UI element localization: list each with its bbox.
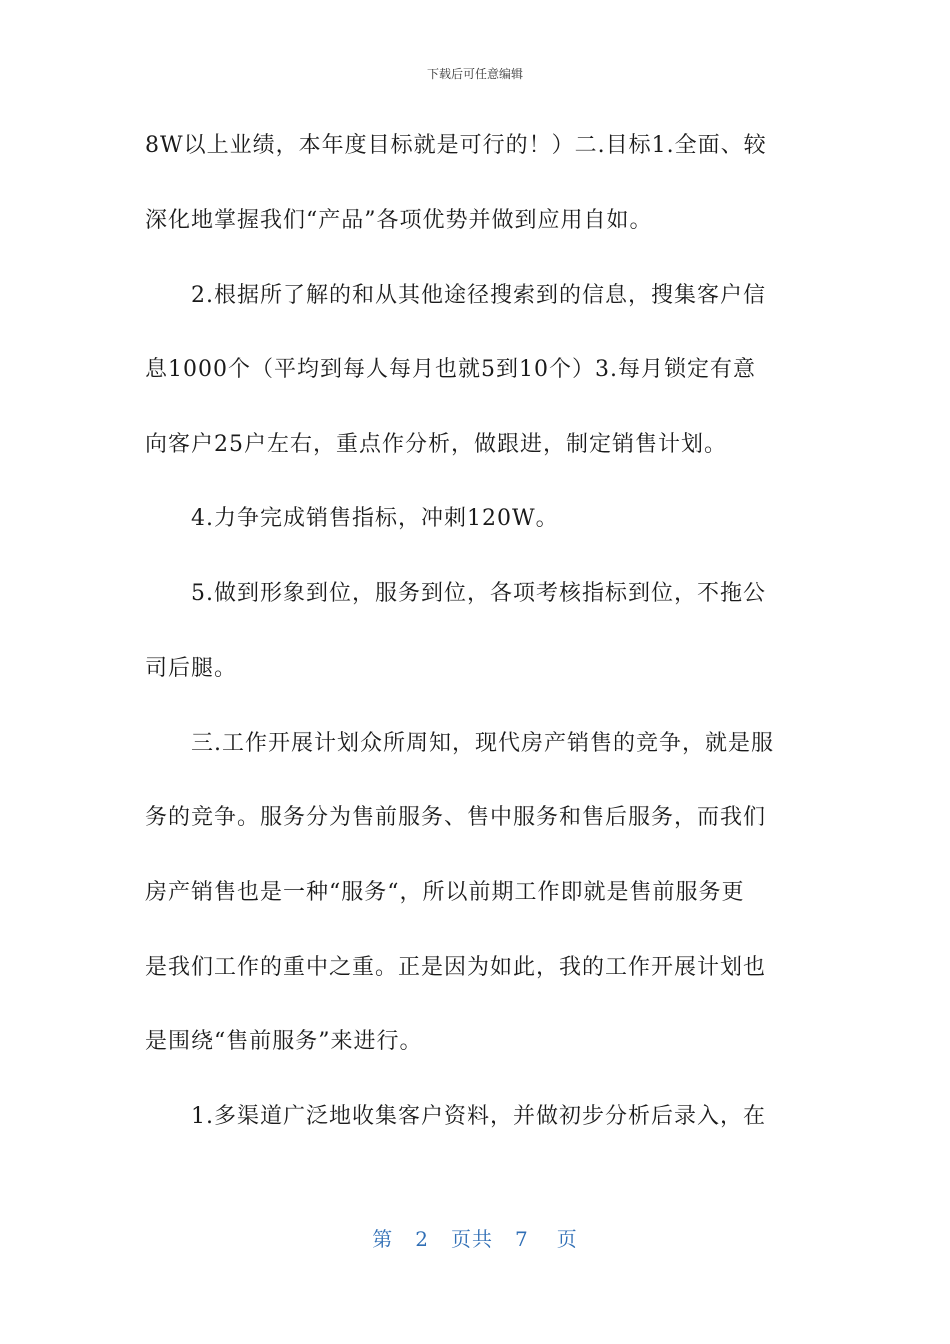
text-line: 4.力争完成销售指标，冲刺120W。 [191,506,559,531]
page-middle: 页共 [451,1227,493,1251]
text-line: 深化地掌握我们“产品”各项优势并做到应用自如。 [145,208,653,233]
text-line: 2.根据所了解的和从其他途径搜索到的信息，搜集客户信 [191,283,766,308]
text-line: 向客户25户左右，重点作分析，做跟进，制定销售计划。 [145,432,727,457]
text-line: 8W以上业绩，本年度目标就是可行的！）二.目标1.全面、较 [145,133,767,158]
page-suffix: 页 [556,1227,578,1251]
total-pages-number: 7 [515,1227,529,1251]
page-footer [0,1225,950,1253]
text-line: 5.做到形象到位，服务到位，各项考核指标到位，不拖公 [191,581,766,606]
page-header [0,66,950,82]
text-line: 是我们工作的重中之重。正是因为如此，我的工作开展计划也 [145,955,767,980]
text-line: 务的竞争。服务分为售前服务、售中服务和售后服务，而我们 [145,805,767,830]
page-prefix: 第 [372,1227,394,1251]
text-line: 息1000个（平均到每人每月也就5到10个）3.每月锁定有意 [145,357,756,382]
text-line: 是围绕“售前服务”来进行。 [145,1029,423,1054]
text-line: 1.多渠道广泛地收集客户资料，并做初步分析后录入，在 [191,1104,766,1129]
text-line: 房产销售也是一种“服务“，所以前期工作即就是售前服务更 [145,880,745,905]
text-line: 三.工作开展计划众所周知，现代房产销售的竞争，就是服 [191,731,774,756]
header-text: 下载后可任意编辑 [426,67,523,81]
current-page-number: 2 [415,1227,429,1251]
text-line: 司后腿。 [145,656,238,681]
